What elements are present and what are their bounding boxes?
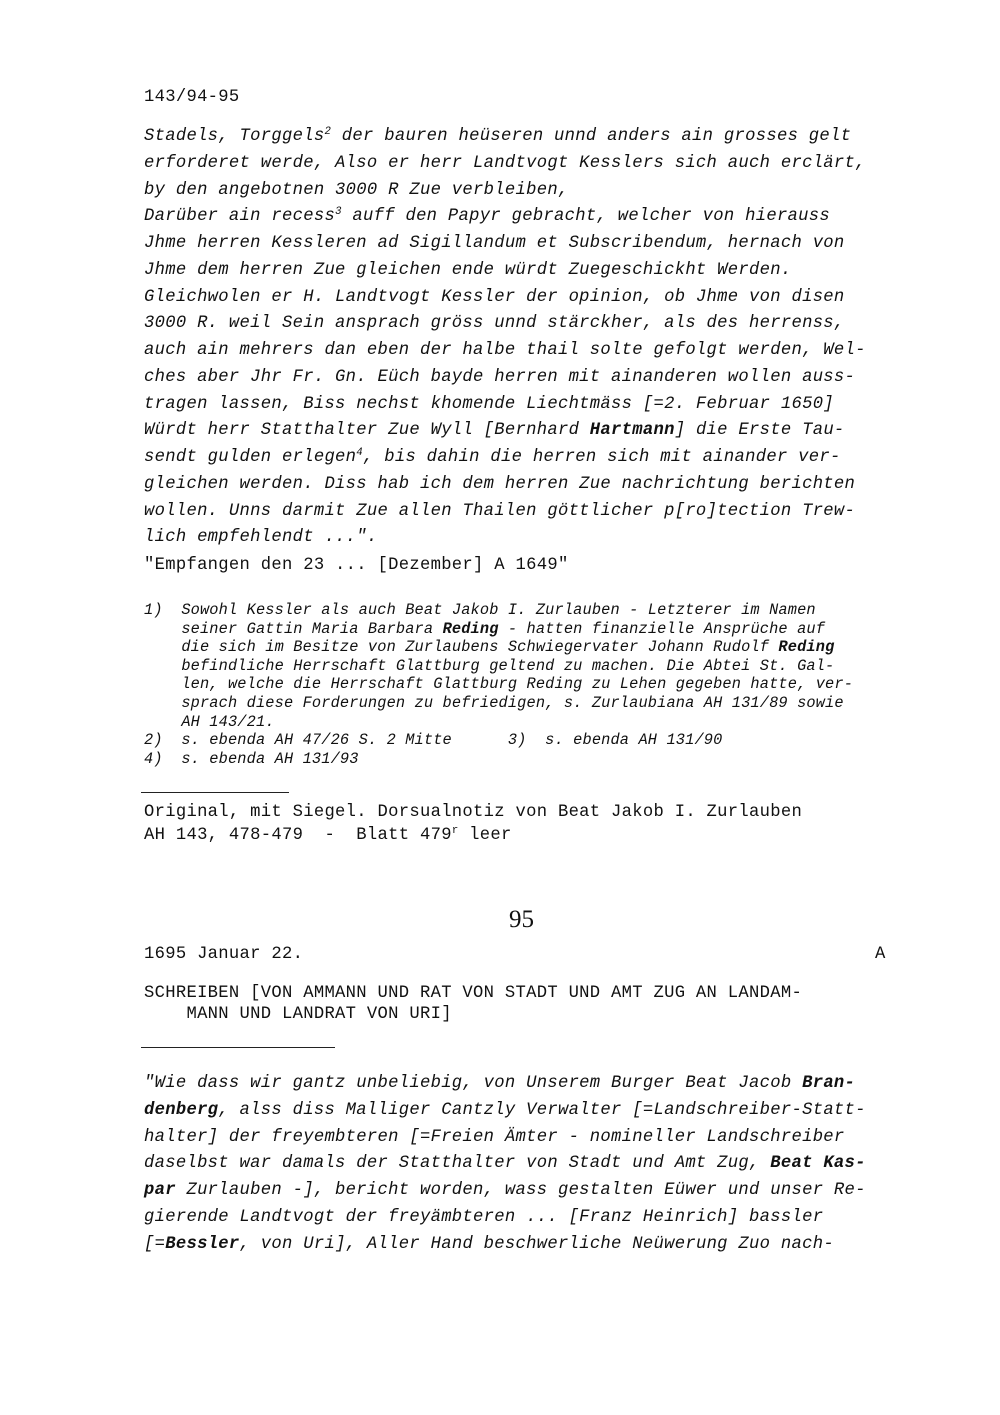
text-segment: ches aber Jhr Fr. Gn. Eüch bayde herren mit ainanderen wollen auss-	[144, 367, 856, 387]
text-segment: Jhme herren Kessleren ad Sigillandum et Subscribendum, hernach von	[144, 234, 845, 253]
text-line	[144, 207, 830, 226]
text-segment: 4) s. ebenda AH 131/93	[144, 749, 359, 768]
text-line	[144, 395, 834, 414]
text-line	[144, 638, 834, 656]
text-line	[144, 1101, 866, 1120]
text-line	[144, 502, 855, 521]
received-note: "Empfangen den 23 ... [Dezember] A 1649"	[144, 556, 569, 575]
text-line	[144, 675, 853, 693]
superscript: 2	[324, 126, 332, 139]
text-line	[144, 475, 855, 494]
text-segment: 3000 R. weil Sein ansprach gröss unnd stärckher, als des herrenss,	[144, 314, 845, 334]
text-line	[144, 261, 791, 280]
text-segment: Jhme dem herren Zue gleichen ende würdt Zuegeschickht Werden.	[144, 260, 792, 280]
text-segment: Beat Kas-	[770, 1154, 866, 1174]
text-segment: befindliche Herrschaft Glattburg geltend zu machen. Die Abtei St. Gal-	[144, 656, 835, 675]
text-segment: AH 143/21.	[144, 712, 275, 731]
text-line	[144, 803, 802, 822]
text-line	[144, 694, 844, 712]
text-line	[144, 341, 866, 360]
text-segment: wollen. Unns darmit Zue allen Thailen göttlicher p[ro]tection Trew-	[144, 501, 856, 521]
text-segment: sprach diese Forderungen zu befriedigen, s. Zurlaubiana AH 131/89 sowie	[144, 694, 844, 712]
text-line	[144, 657, 834, 675]
text-line	[144, 713, 275, 731]
text-line	[144, 1074, 855, 1093]
text-segment: Reding	[442, 619, 499, 638]
text-segment: Zurlauben -], bericht worden, wass gestalten Eüwer und unser Re-	[175, 1181, 866, 1201]
text-line	[144, 448, 841, 467]
text-line	[144, 984, 802, 1003]
text-segment: Stadels, Torggels	[144, 127, 325, 146]
text-segment: Original, mit Siegel. Dorsualnotiz von Beat Jakob I. Zurlauben	[144, 803, 803, 822]
text-segment: par	[144, 1181, 176, 1201]
text-segment: daselbst war damals der Statthalter von Stadt und Amt Zug,	[144, 1154, 771, 1174]
document-date: 1695 Januar 22.	[144, 945, 304, 964]
text-line	[144, 154, 866, 173]
text-segment: Reding	[778, 638, 835, 657]
text-line	[144, 234, 845, 253]
document-marker: A	[875, 945, 886, 964]
text-segment: Darüber ain recess	[144, 207, 336, 227]
text-segment: , bis dahin die herren sich mit ainander ver-	[363, 448, 841, 467]
text-segment: auch ain mehrers dan eben der halbe thail solte gefolgt werden, Wel-	[144, 341, 866, 360]
text-line	[144, 1181, 866, 1200]
text-line	[144, 421, 845, 440]
text-line	[144, 731, 722, 749]
text-line	[144, 750, 359, 768]
superscript: 4	[356, 447, 363, 460]
text-segment: [=	[144, 1234, 166, 1254]
text-line	[144, 528, 378, 547]
footnote-separator-rule	[141, 792, 289, 793]
text-segment: sendt gulden erlegen	[144, 448, 357, 467]
text-line	[144, 826, 512, 845]
text-line	[144, 368, 855, 387]
text-segment: die sich im Besitze von Zurlaubens Schwiegervater Johann Rudolf	[144, 638, 779, 657]
page-reference: 143/94-95	[144, 88, 240, 107]
text-segment: by den angebotnen 3000 R Zue verbleiben,	[144, 180, 569, 200]
text-segment: , alss diss Malliger Cantzly Verwalter [=Landschreiber-Statt-	[218, 1100, 866, 1120]
text-segment: erforderet werde, Also er herr Landtvogt Kesslers sich auch erclärt,	[144, 153, 866, 173]
text-segment: gleichen werden. Diss hab ich dem herren Zue nachrichtung berichten	[144, 474, 856, 494]
superscript: 3	[335, 206, 342, 219]
text-segment: SCHREIBEN [VON AMMANN UND RAT VON STADT UND AMT ZUG AN LANDAM-	[144, 984, 803, 1003]
text-segment: lich empfehlendt ...".	[144, 528, 378, 548]
text-segment: seiner Gattin Maria Barbara	[144, 619, 443, 638]
text-segment: - hatten finanzielle Ansprüche auf	[498, 619, 826, 638]
text-line	[144, 1154, 866, 1173]
text-segment: halter] der freyembteren [=Freien Ämter - nomineller Landschreiber	[144, 1127, 845, 1147]
text-segment: Bessler	[165, 1234, 240, 1254]
text-segment: leer	[458, 826, 512, 845]
text-segment: tragen lassen, Biss nechst khomende Liechtmäss [=2. Februar 1650]	[144, 394, 834, 414]
text-segment: 2) s. ebenda AH 47/26 S. 2 Mitte 3) s. ebenda AH 131/90	[144, 731, 723, 750]
text-segment: Würdt herr Statthalter Zue Wyll [Bernhard	[144, 421, 590, 441]
text-segment: 1) Sowohl Kessler als auch Beat Jakob I. Zurlauben - Letzterer im Namen	[144, 601, 816, 619]
text-segment: ] die Erste Tau-	[674, 421, 845, 441]
text-segment: Bran-	[802, 1074, 856, 1093]
document-number: 95	[509, 906, 534, 933]
text-line	[144, 314, 845, 333]
text-segment: der bauren heüseren unnd anders ain grosses gelt	[331, 127, 852, 146]
text-segment: auff den Papyr gebracht, welcher von hierauss	[341, 207, 831, 227]
text-line	[144, 601, 816, 619]
text-segment: Hartmann	[589, 421, 675, 441]
text-segment: denberg	[144, 1100, 219, 1120]
text-segment: AH 143, 478-479 - Blatt 479	[144, 826, 452, 845]
text-line	[144, 181, 569, 200]
text-line	[144, 1208, 823, 1227]
text-segment: len, welche die Herrschaft Glattburg Reding zu Lehen gegeben hatte, ver-	[144, 675, 854, 694]
text-line	[144, 620, 825, 638]
text-line	[144, 127, 851, 146]
text-line	[144, 288, 845, 307]
text-segment: MANN UND LANDRAT VON URI]	[144, 1005, 452, 1024]
text-line	[144, 1235, 834, 1254]
superscript: r	[451, 825, 459, 838]
text-line	[144, 1128, 845, 1147]
text-segment: Gleichwolen er H. Landtvogt Kessler der opinion, ob Jhme von disen	[144, 287, 845, 307]
text-segment: "Wie dass wir gantz unbeliebig, von Unserem Burger Beat Jacob	[144, 1074, 803, 1093]
text-line	[144, 1005, 452, 1024]
text-segment: , von Uri], Aller Hand beschwerliche Neüwerung Zuo nach-	[239, 1234, 834, 1254]
text-segment: gierende Landtvogt der freyämbteren ... [Franz Heinrich] bassler	[144, 1208, 824, 1227]
heading-separator-rule	[141, 1047, 335, 1048]
